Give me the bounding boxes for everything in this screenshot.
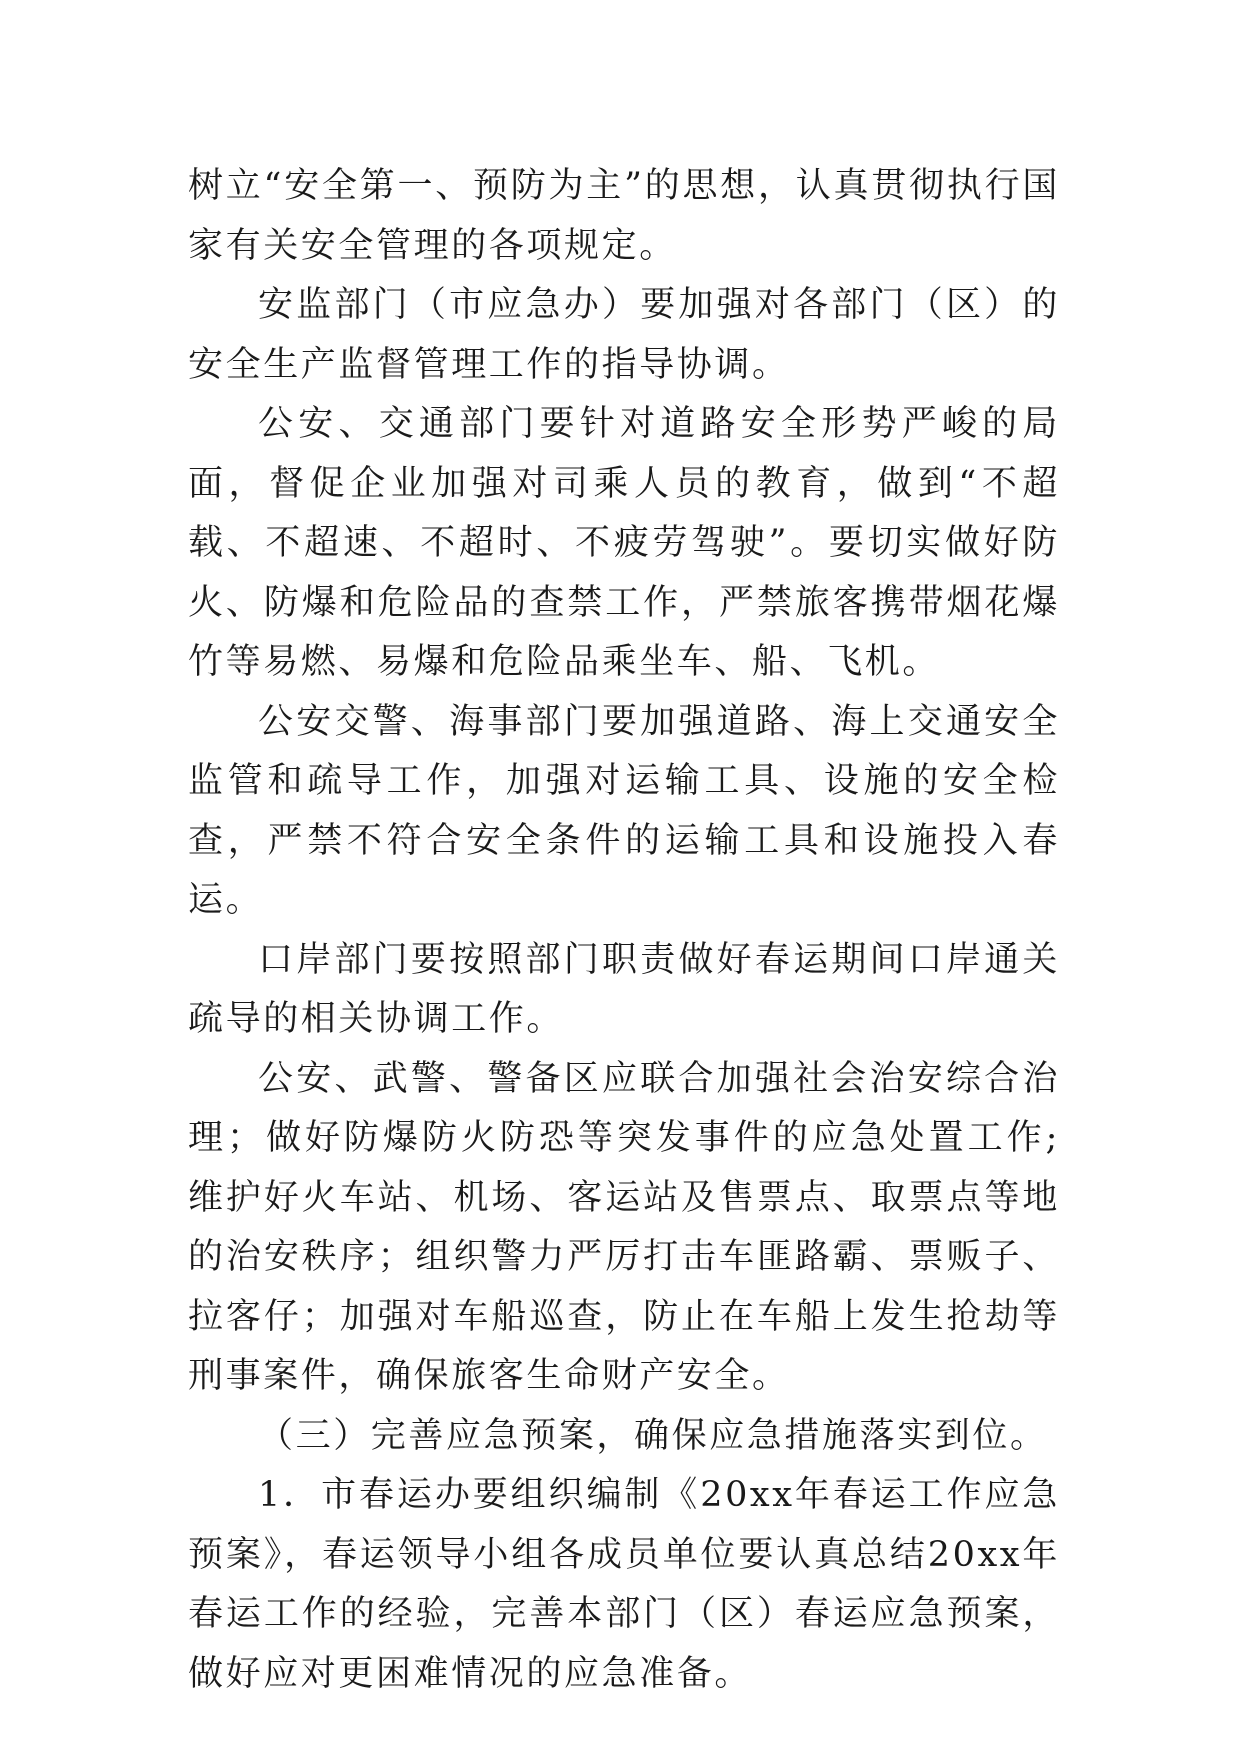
paragraph-2: 安监部门（市应急办）要加强对各部门（区）的安全生产监督管理工作的指导协调。 [188, 285, 1060, 385]
paragraph-6: 公安、武警、警备区应联合加强社会治安综合治理；做好防爆防火防恐等突发事件的应急处置工作;维护好火车站、机场、客运站及售票点、取票点等地的治安秩序；组织警力严厉打击车匪路霸、票贩子、拉客仔；加强对车船巡查，防止在车船上发生抢劫等刑事案件，确保旅客生命财产安全。 [188, 1058, 1060, 1396]
paragraph-3: 公安、交通部门要针对道路安全形势严峻的局面，督促企业加强对司乘人员的教育，做到“不超载、不超速、不超时、不疲劳驾驶”。要切实做好防火、防爆和危险品的查禁工作，严禁旅客携带烟花爆竹等易燃、易爆和危险品乘坐车、船、飞机。 [188, 404, 1060, 682]
paragraph-8: 1．市春运办要组织编制《20xx年春运工作应急预案》，春运领导小组各成员单位要认真总结20xx年春运工作的经验，完善本部门（区）春运应急预案，做好应对更困难情况的应急准备。 [188, 1475, 1060, 1694]
paragraph-4: 公安交警、海事部门要加强道路、海上交通安全监管和疏导工作，加强对运输工具、设施的安全检查，严禁不符合安全条件的运输工具和设施投入春运。 [188, 701, 1060, 920]
paragraph-7: （三）完善应急预案，确保应急措施落实到位。 [258, 1415, 1048, 1456]
paragraph-5: 口岸部门要按照部门职责做好春运期间口岸通关疏导的相关协调工作。 [188, 939, 1060, 1039]
document-body [188, 157, 1060, 1704]
paragraph-1: 树立“安全第一、预防为主”的思想，认真贯彻执行国家有关安全管理的各项规定。 [188, 166, 1060, 266]
